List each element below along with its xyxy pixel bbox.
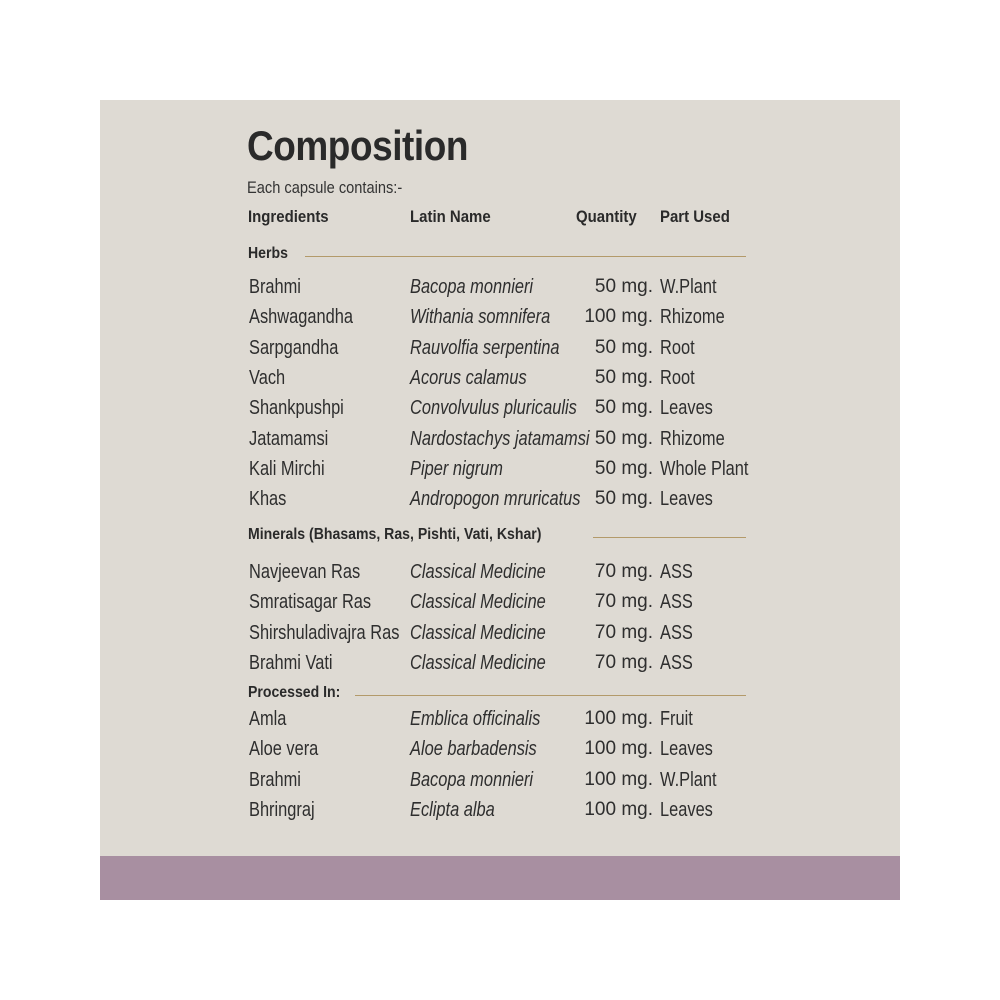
section-label: Minerals (Bhasams, Ras, Pishti, Vati, Kshar) xyxy=(248,526,542,543)
quantity-cell: 50 mg. xyxy=(594,427,653,449)
latin-name-cell: Withania somnifera xyxy=(410,306,551,329)
part-used-cell: ASS xyxy=(660,591,693,614)
ingredient-cell: Khas xyxy=(249,488,287,511)
table-row xyxy=(0,458,1000,488)
ingredient-cell: Bhringraj xyxy=(249,798,315,821)
latin-name-cell: Andropogon mruricatus xyxy=(410,488,581,511)
section-herbs xyxy=(248,245,746,269)
ingredient-cell: Shirshuladivajra Ras xyxy=(249,621,400,644)
part-used-cell: Leaves xyxy=(660,488,713,511)
header-ingredients: Ingredients xyxy=(248,207,329,226)
section-divider xyxy=(355,695,746,696)
table-row xyxy=(0,738,1000,768)
part-used-cell: Fruit xyxy=(660,708,693,730)
latin-name-cell: Classical Medicine xyxy=(410,561,546,583)
ingredient-cell: Amla xyxy=(249,708,287,730)
header-quantity: Quantity xyxy=(576,207,637,226)
latin-name-cell: Bacopa monnieri xyxy=(410,768,534,791)
quantity-cell: 70 mg. xyxy=(594,561,653,582)
latin-name-cell: Piper nigrum xyxy=(410,457,503,480)
table-row xyxy=(0,367,1000,397)
ingredient-cell: Brahmi xyxy=(249,768,301,791)
quantity-cell: 100 mg. xyxy=(584,768,653,790)
part-used-cell: Whole Plant xyxy=(660,457,749,480)
bottom-color-band xyxy=(100,856,900,900)
part-used-cell: ASS xyxy=(660,561,693,583)
ingredient-cell: Sarpgandha xyxy=(249,336,339,359)
latin-name-cell: Classical Medicine xyxy=(410,621,546,644)
quantity-cell: 100 mg. xyxy=(584,738,653,760)
ingredient-cell: Vach xyxy=(249,366,286,389)
table-row xyxy=(0,337,1000,367)
part-used-cell: ASS xyxy=(660,651,693,674)
table-row xyxy=(0,306,1000,336)
ingredient-cell: Aloe vera xyxy=(249,738,319,761)
quantity-cell: 50 mg. xyxy=(594,488,653,510)
part-used-cell: Leaves xyxy=(660,738,713,761)
quantity-cell: 100 mg. xyxy=(584,306,653,328)
latin-name-cell: Aloe barbadensis xyxy=(410,738,537,761)
ingredient-cell: Kali Mirchi xyxy=(249,457,325,480)
table-row xyxy=(0,397,1000,427)
table-row xyxy=(0,799,1000,829)
latin-name-cell: Emblica officinalis xyxy=(410,708,541,730)
quantity-cell: 50 mg. xyxy=(594,457,653,479)
header-part-used: Part Used xyxy=(660,207,730,226)
latin-name-cell: Classical Medicine xyxy=(410,651,546,674)
section-label: Processed In: xyxy=(248,684,341,701)
table-row xyxy=(0,652,1000,682)
subtitle: Each capsule contains:- xyxy=(247,178,403,197)
ingredient-cell: Brahmi xyxy=(249,276,301,298)
quantity-cell: 100 mg. xyxy=(584,708,653,729)
section-processed xyxy=(248,684,746,708)
ingredient-cell: Shankpushpi xyxy=(249,397,344,420)
part-used-cell: Rhizome xyxy=(660,427,725,450)
part-used-cell: Root xyxy=(660,336,695,359)
table-row xyxy=(0,769,1000,799)
quantity-cell: 50 mg. xyxy=(594,366,653,388)
part-used-cell: W.Plant xyxy=(660,276,717,298)
table-row xyxy=(0,708,1000,738)
ingredient-cell: Navjeevan Ras xyxy=(249,561,361,583)
page-title: Composition xyxy=(247,122,469,169)
ingredient-cell: Brahmi Vati xyxy=(249,651,333,674)
part-used-cell: W.Plant xyxy=(660,768,717,791)
section-divider xyxy=(305,256,746,257)
latin-name-cell: Nardostachys jatamamsi xyxy=(410,427,590,450)
quantity-cell: 50 mg. xyxy=(594,336,653,358)
latin-name-cell: Classical Medicine xyxy=(410,591,546,614)
quantity-cell: 70 mg. xyxy=(594,621,653,643)
latin-name-cell: Eclipta alba xyxy=(410,798,495,821)
part-used-cell: Root xyxy=(660,366,695,389)
quantity-cell: 50 mg. xyxy=(594,397,653,419)
table-row xyxy=(0,622,1000,652)
ingredient-cell: Jatamamsi xyxy=(249,427,329,450)
section-divider xyxy=(593,537,746,538)
latin-name-cell: Acorus calamus xyxy=(410,366,527,389)
latin-name-cell: Rauvolfia serpentina xyxy=(410,336,560,359)
quantity-cell: 70 mg. xyxy=(594,591,653,613)
table-row xyxy=(0,561,1000,591)
table-row xyxy=(0,591,1000,621)
section-label: Herbs xyxy=(248,245,288,262)
quantity-cell: 100 mg. xyxy=(584,798,653,820)
quantity-cell: 70 mg. xyxy=(594,651,653,673)
part-used-cell: Leaves xyxy=(660,798,713,821)
table-row xyxy=(0,276,1000,306)
part-used-cell: Leaves xyxy=(660,397,713,420)
latin-name-cell: Bacopa monnieri xyxy=(410,276,534,298)
table-row xyxy=(0,488,1000,518)
ingredient-cell: Ashwagandha xyxy=(249,306,353,329)
part-used-cell: ASS xyxy=(660,621,693,644)
section-minerals xyxy=(248,526,746,550)
quantity-cell: 50 mg. xyxy=(594,276,653,297)
ingredient-cell: Smratisagar Ras xyxy=(249,591,372,614)
part-used-cell: Rhizome xyxy=(660,306,725,329)
table-row xyxy=(0,428,1000,458)
latin-name-cell: Convolvulus pluricaulis xyxy=(410,397,577,420)
header-latin-name: Latin Name xyxy=(410,207,491,226)
